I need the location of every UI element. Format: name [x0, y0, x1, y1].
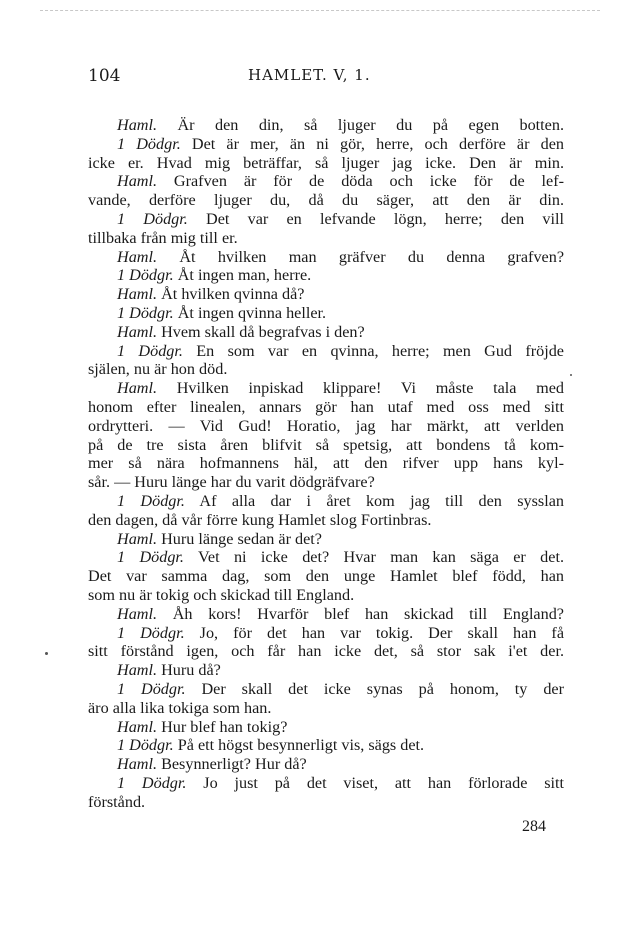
line-text: honom efter linealen, annars gör han utaf med oss med sitt [88, 397, 564, 416]
text-line [88, 530, 564, 549]
text-line [88, 417, 564, 436]
line-text: Hvem skall då begrafvas i den? [161, 322, 365, 341]
line-text: En som var en qvinna, herre; men Gud fröjde [196, 341, 564, 360]
running-title-play: HAMLET. [248, 66, 328, 84]
text-line [88, 492, 564, 511]
line-text: Hvilken inpiskad klippare! Vi måste tala med [176, 379, 564, 398]
text-line [88, 454, 564, 473]
speaker-name: Haml. [117, 379, 158, 398]
line-text: Jo just på det viset, att han förlorade sitt [203, 773, 565, 792]
text-line [88, 266, 564, 285]
text-line [88, 342, 564, 361]
line-text: Der skall det icke synas på honom, ty der [201, 679, 564, 698]
speaker-name: Haml. [117, 247, 158, 266]
line-text: Huru länge sedan är det? [161, 529, 322, 548]
line-text: Det är mer, än ni gör, herre, och derföre är den [191, 134, 564, 153]
top-rule [40, 10, 600, 11]
line-text: Åt ingen man, herre. [177, 266, 312, 285]
body-text [88, 116, 564, 811]
text-line [88, 624, 564, 643]
line-text: Åt ingen qvinna heller. [177, 303, 327, 322]
text-line [88, 116, 564, 135]
margin-speck [570, 374, 572, 376]
text-line [88, 699, 564, 718]
line-text: ordrytteri. — Vid Gud! Horatio, jag har märkt, att verlden [88, 416, 564, 435]
line-text: mer så nära hofmannens häl, att den rifver upp hans kyl- [88, 454, 564, 473]
margin-speck [45, 652, 48, 655]
line-text: den dagen, då vår förre kung Hamlet slog Fortinbras. [88, 510, 432, 529]
line-text: Grafven är för de döda och icke för de lef- [173, 172, 564, 191]
speaker-name: 1 Dödgr. [117, 266, 174, 285]
speaker-name: 1 Dödgr. [117, 623, 185, 642]
text-line [88, 154, 564, 173]
text-line [88, 642, 564, 661]
line-text: Af alla dar i året kom jag till den sysslan [199, 491, 564, 510]
text-line [88, 774, 564, 793]
line-text: vande, derföre ljuger du, då du säger, att den är din. [88, 191, 564, 210]
text-line [88, 755, 564, 774]
line-text: Hur blef han tokig? [161, 717, 288, 736]
line-text: Det var en lefvande lögn, herre; den vill [206, 209, 564, 228]
speaker-name: Haml. [117, 172, 158, 191]
line-text: Besynnerligt? Hur då? [161, 755, 307, 774]
line-text: som nu är tokig och skickad till England. [88, 585, 355, 604]
speaker-name: Haml. [117, 604, 158, 623]
line-text: tillbaka från mig till er. [88, 228, 238, 247]
line-text: Vet ni icke det? Hvar man kan säga er det. [198, 548, 564, 567]
text-line [88, 605, 564, 624]
text-line [88, 718, 564, 737]
signature-mark: 284 [522, 818, 546, 835]
line-text: Åt hvilken man gräfver du denna grafven? [179, 247, 565, 266]
line-text: förstånd. [88, 792, 146, 811]
speaker-name: Haml. [117, 322, 158, 341]
line-text: Jo, för det han var tokig. Der skall han få [199, 623, 564, 642]
speaker-name: 1 Dödgr. [117, 548, 184, 567]
text-line [88, 548, 564, 567]
line-text: själen, nu är hon död. [88, 360, 228, 379]
speaker-name: Haml. [117, 529, 158, 548]
line-text: Det var samma dag, som den unge Hamlet blef född, han [88, 567, 564, 586]
text-line [88, 135, 564, 154]
text-line [88, 680, 564, 699]
speaker-name: 1 Dödgr. [117, 341, 183, 360]
running-title-section: V, 1. [333, 66, 371, 84]
speaker-name: 1 Dödgr. [117, 773, 187, 792]
text-line [88, 473, 564, 492]
speaker-name: 1 Dödgr. [117, 491, 185, 510]
text-line [88, 379, 564, 398]
speaker-name: 1 Dödgr. [117, 209, 188, 228]
text-line [88, 511, 564, 530]
text-line [88, 285, 564, 304]
line-text: På ett högst besynnerligt vis, sägs det. [177, 736, 425, 755]
speaker-name: Haml. [117, 717, 158, 736]
text-line [88, 586, 564, 605]
text-line [88, 736, 564, 755]
text-line [88, 210, 564, 229]
speaker-name: Haml. [117, 116, 158, 134]
speaker-name: 1 Dödgr. [117, 736, 174, 755]
text-line [88, 248, 564, 267]
page-number: 104 [88, 66, 121, 86]
speaker-name: Haml. [117, 661, 158, 680]
text-line [88, 567, 564, 586]
text-line [88, 304, 564, 323]
text-line [88, 323, 564, 342]
text-line [88, 191, 564, 210]
text-line [88, 398, 564, 417]
speaker-name: 1 Dödgr. [117, 134, 181, 153]
speaker-name: Haml. [117, 285, 158, 304]
line-text: Åt hvilken qvinna då? [161, 285, 305, 304]
line-text: Huru då? [161, 661, 221, 680]
line-text: på de tre sista åren blifvit så spetsig, att bondens tå kom- [88, 435, 564, 454]
line-text: sår. — Huru länge har du varit dödgräfvare? [88, 473, 375, 492]
text-line [88, 436, 564, 455]
line-text: Åh kors! Hvarför blef han skickad till England? [172, 604, 564, 623]
text-line [88, 793, 564, 812]
speaker-name: 1 Dödgr. [117, 679, 186, 698]
speaker-name: 1 Dödgr. [117, 303, 174, 322]
text-line [88, 172, 564, 191]
line-text: sitt förstånd igen, och får han icke det, så stor sak i'et der. [88, 642, 564, 661]
page-header [88, 66, 560, 88]
line-text: icke er. Hvad mig beträffar, så ljuger jag icke. Den är min. [88, 153, 564, 172]
text-line [88, 661, 564, 680]
line-text: Är den din, så ljuger du på egen botten. [177, 116, 564, 134]
text-line [88, 229, 564, 248]
line-text: äro alla lika tokiga som han. [88, 698, 272, 717]
text-line [88, 360, 564, 379]
running-title [248, 66, 371, 84]
speaker-name: Haml. [117, 755, 158, 774]
